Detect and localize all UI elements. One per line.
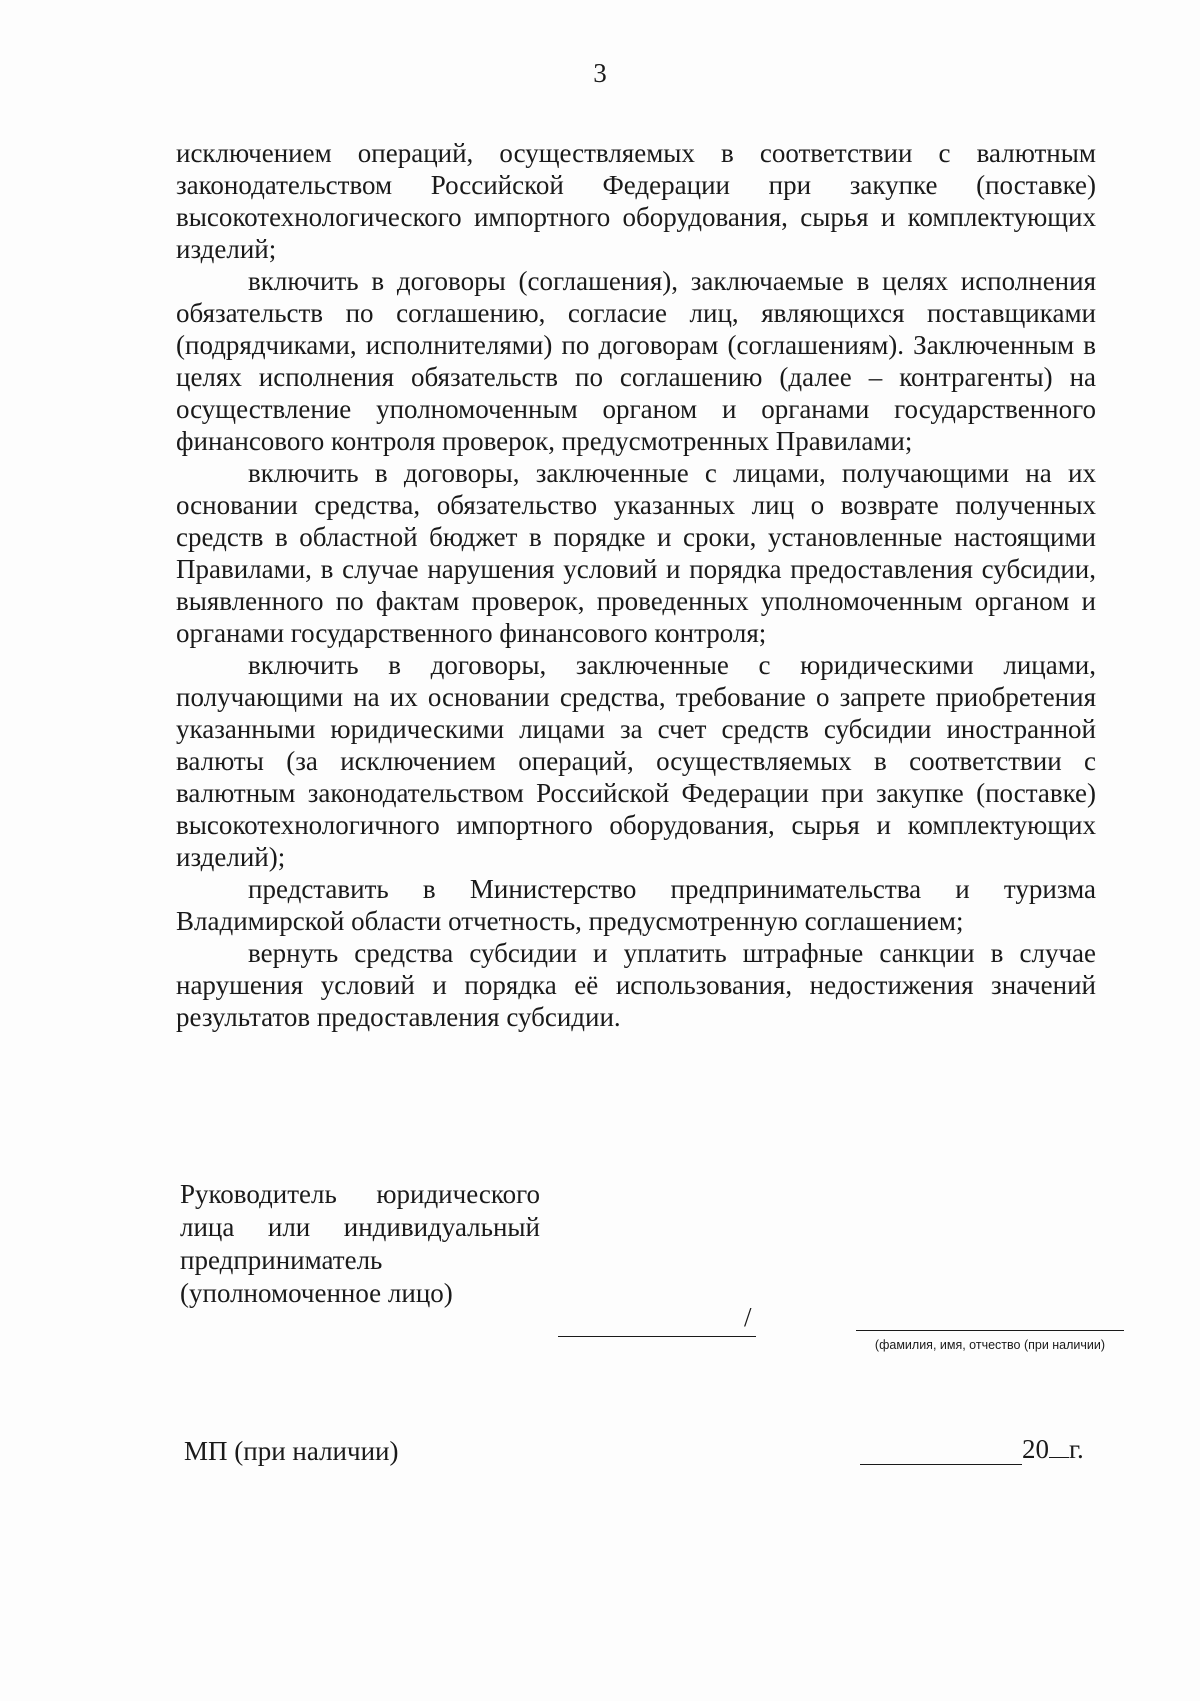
date-year	[1022, 1434, 1084, 1465]
stamp-label: МП (при наличии)	[184, 1436, 399, 1466]
year-blank	[1049, 1435, 1069, 1458]
paragraph-currency-ban: включить в договоры, заключенные с юридическими лицами, получающими на их основании средства, требование о запрете приобретения указанными юридическими лицами за счет средств субсидии иностранной валюты (за исключением операций, осуществляемых в соответствии с валютным законодательством Российской Федерации при закупке (поставке) высокотехнологичного импортного оборудования, сырья и комплектующих изделий);	[176, 650, 1096, 872]
date-line	[860, 1464, 1022, 1465]
name-line	[856, 1330, 1124, 1331]
date-year-suffix: г.	[1069, 1434, 1084, 1464]
paragraph-refund-obligation: включить в договоры, заключенные с лицами, получающими на их основании средства, обязательство указанных лиц о возврате полученных средств в областной бюджет в порядке и сроки, установленные настоящими Правилами, в случае нарушения условий и порядка предоставления субсидии, выявленного по фактам проверок, проведенных уполномоченным органом и органами государственного финансового контроля;	[176, 458, 1096, 648]
name-caption: (фамилия, имя, отчество (при наличии)	[874, 1338, 1106, 1352]
paragraph-return-funds: вернуть средства субсидии и уплатить штрафные санкции в случае нарушения условий и порядка её использования, недостижения значений результатов предоставления субсидии.	[176, 938, 1096, 1032]
signature-slash: /	[744, 1302, 752, 1332]
date-century: 20	[1022, 1434, 1049, 1464]
page-number: 3	[593, 58, 607, 88]
paragraph-contractor-consent: включить в договоры (соглашения), заключаемые в целях исполнения обязательств по соглашению, согласие лиц, являющихся поставщиками (подрядчиками, исполнителями) по договорам (соглашениям). Заключенным в целях исполнения обязательств по соглашению (далее – контрагенты) на осуществление уполномоченным органом и органами государственного финансового контроля проверок, предусмотренных Правилами;	[176, 266, 1096, 456]
paragraph-continuation: исключением операций, осуществляемых в соответствии с валютным законодательством Российской Федерации при закупке (поставке) высокотехнологического импортного оборудования, сырья и комплектующих изделий;	[176, 138, 1096, 264]
paragraph-reporting: представить в Министерство предпринимательства и туризма Владимирской области отчетность, предусмотренную соглашением;	[176, 874, 1096, 936]
body-text	[176, 137, 1096, 1033]
signer-title: Руководитель юридического лица или индивидуальный предприниматель (уполномоченное лицо)	[180, 1179, 540, 1308]
signature-line	[558, 1336, 756, 1337]
